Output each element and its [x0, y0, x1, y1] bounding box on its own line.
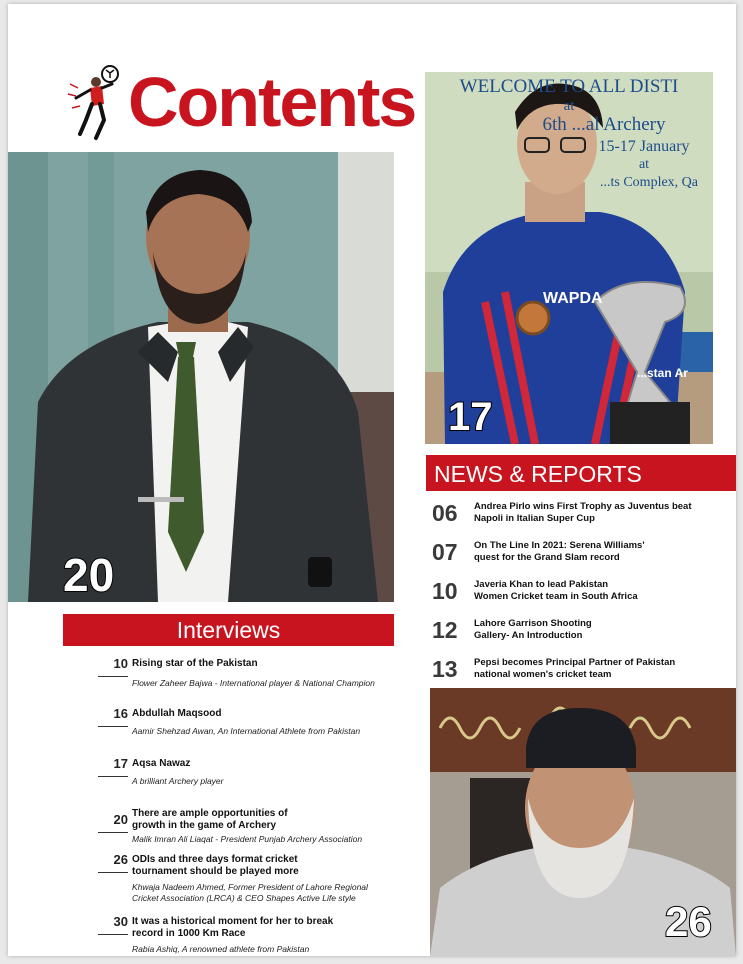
interviews-list [68, 654, 398, 956]
news-headline: Pepsi becomes Principal Partner of Pakistan national women's cricket team [474, 657, 676, 680]
news-item[interactable] [428, 613, 728, 652]
archer-photo [425, 72, 713, 444]
news-headline: On The Line In 2021: Serena Williams' quest for the Grand Slam record [474, 540, 645, 563]
news-page-number: 12 [432, 617, 458, 643]
archer-page-number: 17 [448, 395, 493, 439]
interview-item[interactable] [68, 912, 398, 956]
interview-headline: Abdullah Maqsood [132, 708, 222, 719]
interview-item[interactable] [68, 704, 398, 754]
interview-item[interactable] [68, 804, 398, 850]
interview-page-number: 17 [68, 756, 128, 771]
interview-item[interactable] [68, 754, 398, 804]
interview-subtitle: Aamir Shehzad Awan, An International Athlete from Pakistan [132, 726, 361, 736]
magazine-page [8, 4, 736, 956]
interview-subtitle: A brilliant Archery player [132, 776, 224, 786]
interview-item[interactable] [68, 850, 398, 912]
interview-page-number: 26 [68, 852, 128, 867]
archer-footer-text: ...stan Ar [637, 366, 688, 380]
news-item[interactable] [428, 574, 728, 613]
news-page-number: 07 [432, 539, 458, 565]
page-title: Contents [128, 63, 416, 141]
interview-headline: ODIs and three days format cricket tournament should be played more [132, 854, 299, 877]
interview-page-number: 20 [68, 812, 128, 827]
portrait-photo [8, 152, 394, 602]
archer-banner: WELCOME TO ALL DISTI at 6th ...al Archery 15-17 January at ...ts Complex, Qa [459, 76, 698, 190]
interview-headline: Rising star of the Pakistan [132, 658, 258, 669]
interview-subtitle: Flower Zaheer Bajwa - International player & National Champion [132, 678, 375, 688]
news-item[interactable] [428, 652, 728, 691]
news-headline: Javeria Khan to lead Pakistan Women Cricket team in South Africa [474, 579, 638, 602]
interview-subtitle: Malik Imran Ali Liaqat - President Punjab Archery Association [132, 834, 363, 844]
interview-headline: It was a historical moment for her to break record in 1000 Km Race [132, 916, 334, 939]
interview-headline: Aqsa Nawaz [132, 758, 191, 769]
portrait-page-number: 20 [63, 549, 115, 601]
interview-headline: There are ample opportunities of growth in the game of Archery [132, 808, 288, 831]
interview-subtitle: Rabia Ashiq, A renowned athlete from Pakistan [132, 944, 310, 954]
news-item[interactable] [428, 535, 728, 574]
footballer-logo-icon [66, 64, 122, 144]
news-item[interactable] [428, 496, 728, 535]
news-headline: Andrea Pirlo wins First Trophy as Juventus beat Napoli in Italian Super Cup [474, 501, 692, 524]
news-page-number: 13 [432, 656, 458, 682]
news-section-title: NEWS & REPORTS [426, 455, 736, 491]
interview-page-number: 16 [68, 706, 128, 721]
news-headline: Lahore Garrison Shooting Gallery- An Introduction [474, 618, 592, 641]
archer-shirt-text: WAPDA [543, 290, 603, 307]
news-page-number: 10 [432, 578, 458, 604]
interview-page-number: 30 [68, 914, 128, 929]
elder-page-number: 26 [665, 898, 712, 945]
interview-item[interactable] [68, 654, 398, 704]
news-page-number: 06 [432, 500, 458, 526]
interview-page-number: 10 [68, 656, 128, 671]
news-list [428, 496, 728, 691]
interviews-section-title: Interviews [63, 614, 394, 646]
interview-subtitle: Khwaja Nadeem Ahmed, Former President of Lahore Regional Cricket Association (LRCA) & CEO Shapes Active Life style [132, 882, 368, 903]
